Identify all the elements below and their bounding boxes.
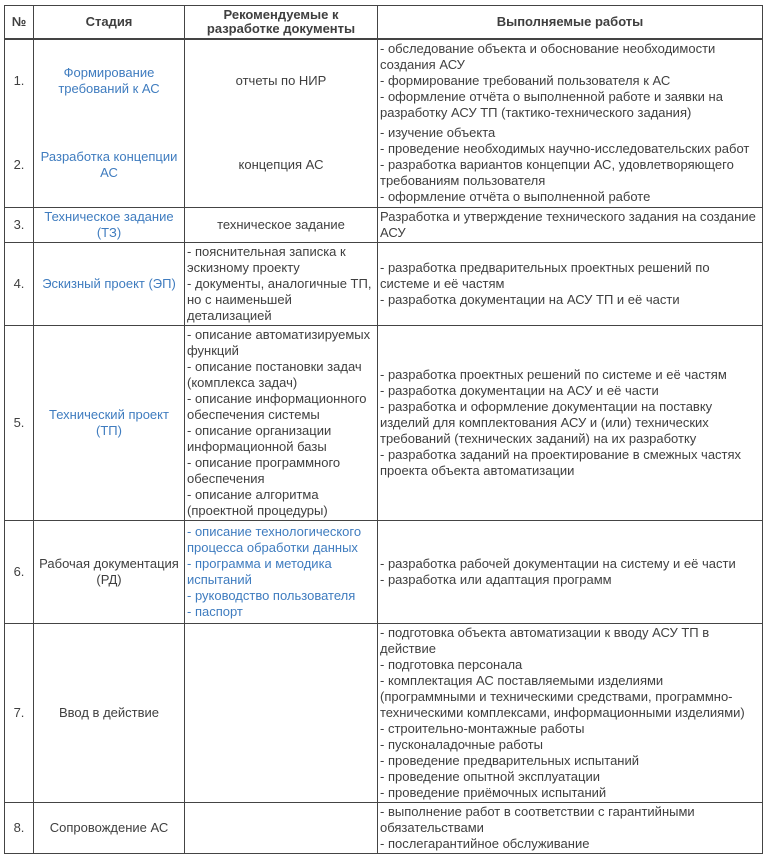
docs-cell bbox=[185, 624, 378, 803]
work-item: - проведение необходимых научно-исследовательских работ bbox=[380, 140, 750, 156]
work-item: - проведение предварительных испытаний bbox=[380, 753, 640, 768]
row-number-cell: 3. bbox=[5, 208, 34, 243]
work-item: - пусконаладочные работы bbox=[380, 737, 543, 752]
row-number-cell: 4. bbox=[5, 243, 34, 326]
doc-link[interactable]: - программа и методика испытаний bbox=[187, 556, 332, 587]
doc-item: - пояснительная записка к эскизному проекту bbox=[187, 244, 346, 275]
work-item: - оформление отчёта о выполненной работе и заявки на разработку АСУ ТП (тактико-технического задания) bbox=[380, 89, 723, 120]
doc-item: концепция АС bbox=[238, 156, 324, 172]
work-item: - разработка документации на АСУ и её части bbox=[380, 383, 659, 398]
table-row bbox=[5, 39, 763, 122]
stage-label: Рабочая документация (РД) bbox=[34, 521, 185, 624]
docs-cell bbox=[185, 326, 378, 521]
table-row bbox=[5, 326, 763, 521]
table-row bbox=[5, 122, 763, 208]
stage-label: Сопровождение АС bbox=[34, 803, 185, 854]
work-item: - изучение объекта bbox=[380, 124, 496, 140]
works-cell bbox=[378, 122, 763, 208]
docs-cell bbox=[185, 243, 378, 326]
stage-label: Ввод в действие bbox=[34, 624, 185, 803]
works-cell bbox=[378, 624, 763, 803]
work-item: - оформление отчёта о выполненной работе bbox=[380, 188, 651, 204]
doc-link[interactable]: - описание технологического процесса обработки данных bbox=[187, 524, 362, 555]
doc-item: - описание организации информационной базы bbox=[187, 423, 332, 454]
doc-item: - описание постановки задач (комплекса задач) bbox=[187, 359, 362, 390]
work-item: - разработка и оформление документации на поставку изделий для комплектования АСУ и (или) технических требований (технических заданий) на их разработку bbox=[380, 399, 713, 446]
docs-cell bbox=[185, 521, 378, 624]
work-item: - послегарантийное обслуживание bbox=[380, 836, 590, 851]
works-cell bbox=[378, 208, 763, 243]
table-row bbox=[5, 624, 763, 803]
col-header-stage: Стадия bbox=[34, 6, 185, 40]
doc-item: - описание алгоритма (проектной процедуры) bbox=[187, 487, 328, 518]
table-row bbox=[5, 803, 763, 854]
work-item: - обследование объекта и обоснование необходимости создания АСУ bbox=[380, 41, 716, 72]
work-item: - разработка документации на АСУ ТП и её части bbox=[380, 292, 680, 307]
stage-link[interactable]: Формирование требований к АС bbox=[34, 39, 185, 122]
col-header-works: Выполняемые работы bbox=[378, 6, 763, 40]
work-item: - строительно-монтажные работы bbox=[380, 721, 585, 736]
row-number-cell: 5. bbox=[5, 326, 34, 521]
docs-cell bbox=[185, 39, 378, 122]
doc-item: - описание программного обеспечения bbox=[187, 455, 341, 486]
col-header-docs-label: Рекомендуемые к разработке документы bbox=[206, 7, 356, 36]
docs-cell bbox=[185, 803, 378, 854]
doc-item: техническое задание bbox=[217, 217, 345, 232]
stage-link[interactable]: Технический проект (ТП) bbox=[34, 326, 185, 521]
doc-item: - описание информационного обеспечения системы bbox=[187, 391, 367, 422]
stage-link[interactable]: Техническое задание (ТЗ) bbox=[34, 208, 185, 243]
table-row bbox=[5, 521, 763, 624]
work-item: - подготовка персонала bbox=[380, 657, 523, 672]
work-item: - проведение опытной эксплуатации bbox=[380, 769, 600, 784]
work-item: - комплектация АС поставляемыми изделиями (программными и техническими средствами, программно-техническими комплексами, информационными изделиями) bbox=[380, 673, 745, 720]
work-item: - разработка проектных решений по системе и её частям bbox=[380, 367, 727, 382]
work-item: - подготовка объекта автоматизации к вводу АСУ ТП в действие bbox=[380, 625, 710, 656]
work-item: - разработка рабочей документации на систему и её части bbox=[380, 556, 736, 571]
work-item: - выполнение работ в соответствии с гарантийными обязательствами bbox=[380, 804, 695, 835]
works-cell bbox=[378, 803, 763, 854]
work-item: - разработка заданий на проектирование в смежных частях проекта объекта автоматизации bbox=[380, 447, 742, 478]
work-item: - разработка вариантов концепции АС, удовлетворяющего требованиям пользователя bbox=[380, 156, 734, 188]
doc-item: отчеты по НИР bbox=[235, 73, 327, 88]
work-item: - разработка предварительных проектных решений по системе и её частям bbox=[380, 260, 710, 291]
doc-item: - документы, аналогичные ТП, но с наименьшей детализацией bbox=[187, 276, 372, 323]
row-number-cell: 6. bbox=[5, 521, 34, 624]
docs-cell bbox=[185, 122, 378, 208]
col-header-docs bbox=[185, 6, 378, 40]
row-number-cell: 1. bbox=[5, 39, 34, 122]
table-row bbox=[5, 208, 763, 243]
works-cell bbox=[378, 39, 763, 122]
as-development-stages-table bbox=[4, 5, 763, 854]
work-item: - формирование требований пользователя к АС bbox=[380, 73, 671, 88]
doc-link[interactable]: - паспорт bbox=[187, 604, 243, 619]
doc-item: - описание автоматизируемых функций bbox=[187, 327, 371, 358]
row-number-cell: 8. bbox=[5, 803, 34, 854]
work-item: Разработка и утверждение технического задания на создание АСУ bbox=[380, 209, 756, 240]
stage-link[interactable]: Разработка концепции АС bbox=[34, 122, 185, 208]
row-number-cell: 2. bbox=[5, 122, 34, 208]
table-row bbox=[5, 243, 763, 326]
stage-link[interactable]: Эскизный проект (ЭП) bbox=[34, 243, 185, 326]
work-item: - разработка или адаптация программ bbox=[380, 572, 612, 587]
header-row bbox=[5, 6, 763, 40]
works-cell bbox=[378, 243, 763, 326]
works-cell bbox=[378, 326, 763, 521]
works-cell bbox=[378, 521, 763, 624]
docs-cell bbox=[185, 208, 378, 243]
doc-link[interactable]: - руководство пользователя bbox=[187, 588, 356, 603]
work-item: - проведение приёмочных испытаний bbox=[380, 785, 607, 800]
col-header-num: № bbox=[5, 6, 34, 40]
row-number-cell: 7. bbox=[5, 624, 34, 803]
